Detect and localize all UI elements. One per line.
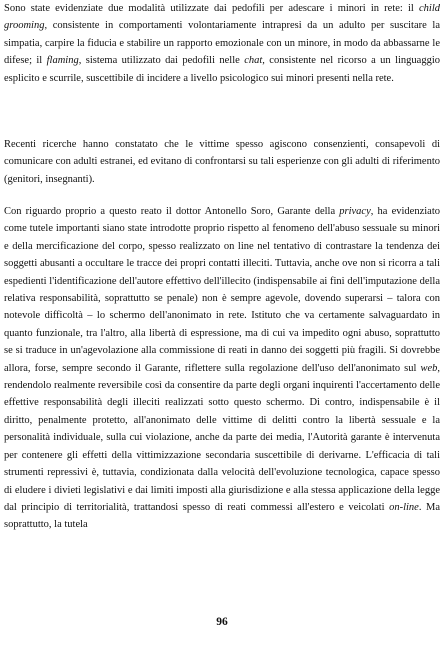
- text-run: , ha evidenziato come tutele importanti siano state introdotte proprio rispetto al fenomeno dell'abuso sessuale su minori e della mercificazione del corpo, spesso realizzato on line nel tentativo di contrastare la tendenza dei soggetti abusanti a occultare le tracce dei propri contatti illeciti. Tuttavia, anche ove non si ricorra a tali espedienti l'identificazione dell'autore effettivo dell'illecito (indispensabile ai fini dell'imputazione della relativa responsabilità, soprattutto se penale) non è sempre agevole, dovendo superarsi – talora con notevole difficoltà – lo schermo dell'anonimato in rete. Istituto che va certamente salvaguardato in quanto funzionale, tra l'altro, alla libertà di espressione, ma di cui va impedito ogni abuso, soprattutto se si traduce in un'agevolazione alla commissione di reati in danno dei soggetti più fragili. Si dovrebbe allora, forse, sempre secondo il Garante, riflettere sulla regolazione dell'uso dell'anonimato sul: [4, 206, 440, 374]
- term-flaming: flaming: [46, 55, 79, 67]
- text-run: Sono state evidenziate due modalità utilizzate dai pedofili per adescare i minori in rete: il: [4, 3, 419, 14]
- text-run: . Ma soprattutto, la tutela: [4, 501, 440, 531]
- term-web: web: [420, 362, 438, 374]
- text-run: , consistente in comportamenti volontariamente intrapresi da un adulto per suscitare la simpatia, carpire la fiducia e stabilire un rapporto emozionale con un minore, in modo da abbassarne le difese; il: [4, 20, 440, 67]
- page-number: 96: [216, 616, 228, 628]
- text-run: , sistema utilizzato dai pedofili nelle: [78, 55, 245, 67]
- paragraph-3: [4, 203, 440, 534]
- paragraph-1: [4, 0, 440, 87]
- paragraph-2: [4, 136, 440, 188]
- text-run: Con riguardo proprio a questo reato il dottor Antonello Soro, Garante della: [4, 206, 340, 217]
- term-child-grooming: child grooming: [4, 3, 440, 32]
- term-on-line: on-line: [389, 501, 419, 513]
- text-run: , consistente nel ricorso a un linguaggio esplicito e scurrile, suscettibile di incidere a livello psicologico sui minori presenti nella rete.: [4, 55, 440, 84]
- text-run: , rendendolo realmente reversibile così da consentire da parte degli organi inquirenti l'accertamento delle effettive responsabilità degli illeciti realizzati sotto questo schermo. Di contro, indispensabile è il diritto, penalmente protetto, all'anonimato delle vittime di delitti contro la libertà sessuale e la personalità individuale, sulla cui violazione, anche da parte dei media, l'Autorità garante è intervenuta per contenere gli effetti della vittimizzazione secondaria suscettibile di derivarne. L'efficacia di tali strumenti repressivi è, tuttavia, condizionata dalla velocità dell'evoluzione tecnologica, capace spesso di eludere i divieti legislativi e dai limiti imposti alla giurisdizione e alla stessa applicazione della legge dal principio di territorialità, trattandosi spesso di reati commessi all'estero e veicolati: [4, 362, 440, 513]
- term-privacy: privacy: [339, 206, 371, 217]
- term-chat: chat: [244, 55, 263, 67]
- text-run: Recenti ricerche hanno constatato che le vittime spesso agiscono consenzienti, consapevoli di comunicare con adulti estranei, ed evitano di confrontarsi su tali esperienze con gli adulti di riferimento (genitori, insegnanti).: [4, 139, 440, 185]
